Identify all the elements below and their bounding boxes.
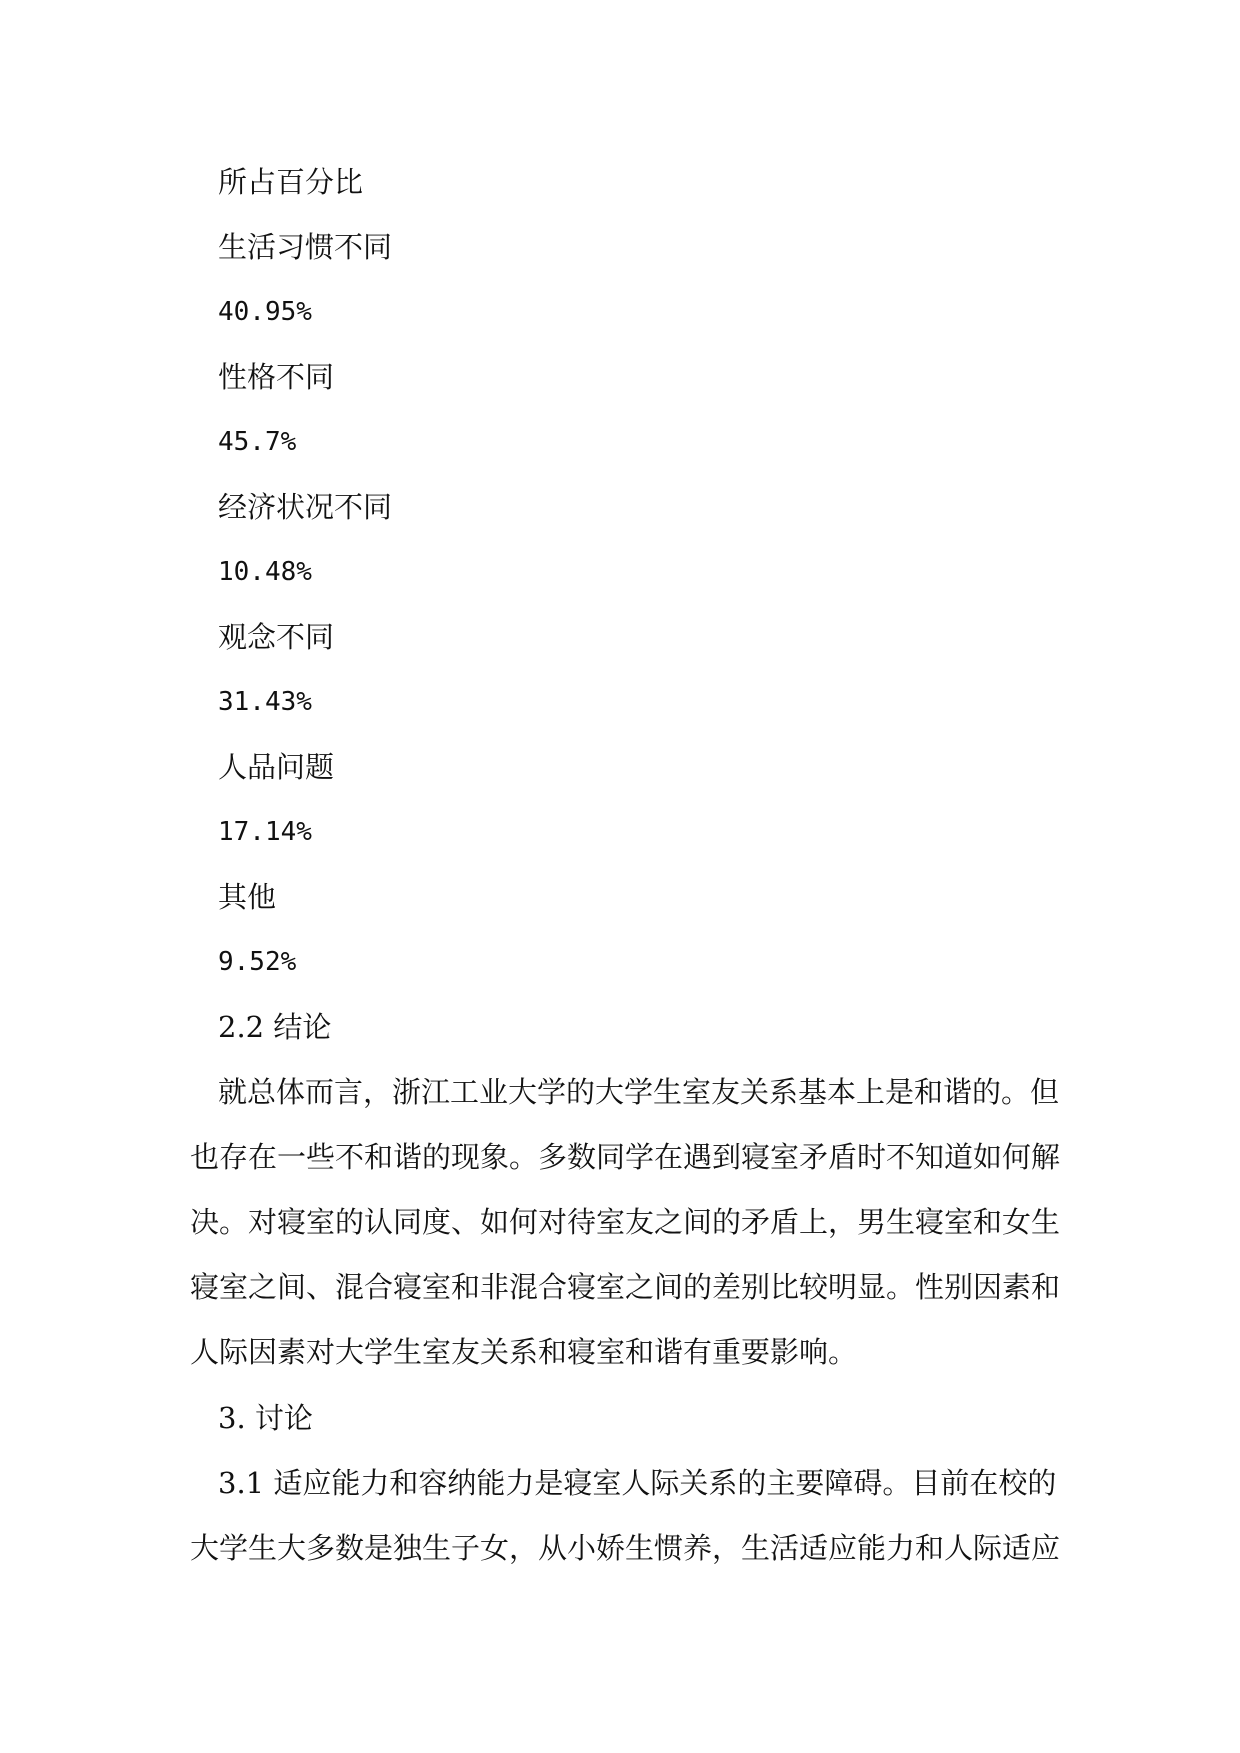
discussion-text: 3.1 适应能力和容纳能力是寝室人际关系的主要障碍。目前在校的大学生大多数是独生子女，从小娇生惯养，生活适应能力和人际适应 bbox=[190, 1466, 1061, 1565]
row-value: 31.43% bbox=[218, 687, 312, 717]
row-label: 人品问题 bbox=[218, 750, 335, 784]
table-header: 所占百分比 bbox=[218, 165, 364, 199]
row-label: 经济状况不同 bbox=[218, 490, 393, 524]
discussion-paragraph bbox=[190, 1451, 1060, 1581]
row-value: 17.14% bbox=[218, 817, 312, 847]
row-label: 性格不同 bbox=[218, 360, 335, 394]
row-label: 观念不同 bbox=[218, 620, 335, 654]
section-heading-3: 3. 讨论 bbox=[218, 1401, 313, 1435]
row-value: 9.52% bbox=[218, 947, 297, 977]
conclusion-paragraph bbox=[190, 1060, 1060, 1385]
section-heading-2-2: 2.2 结论 bbox=[218, 1010, 332, 1044]
row-label: 其他 bbox=[218, 880, 277, 914]
row-value: 45.7% bbox=[218, 427, 297, 457]
row-label: 生活习惯不同 bbox=[218, 230, 393, 264]
row-value: 40.95% bbox=[218, 297, 312, 327]
row-value: 10.48% bbox=[218, 557, 312, 587]
conclusion-text: 就总体而言，浙江工业大学的大学生室友关系基本上是和谐的。但也存在一些不和谐的现象。多数同学在遇到寝室矛盾时不知道如何解决。对寝室的认同度、如何对待室友之间的矛盾上，男生寝室和女生寝室之间、混合寝室和非混合寝室之间的差别比较明显。性别因素和人际因素对大学生室友关系和寝室和谐有重要影响。 bbox=[190, 1075, 1061, 1369]
